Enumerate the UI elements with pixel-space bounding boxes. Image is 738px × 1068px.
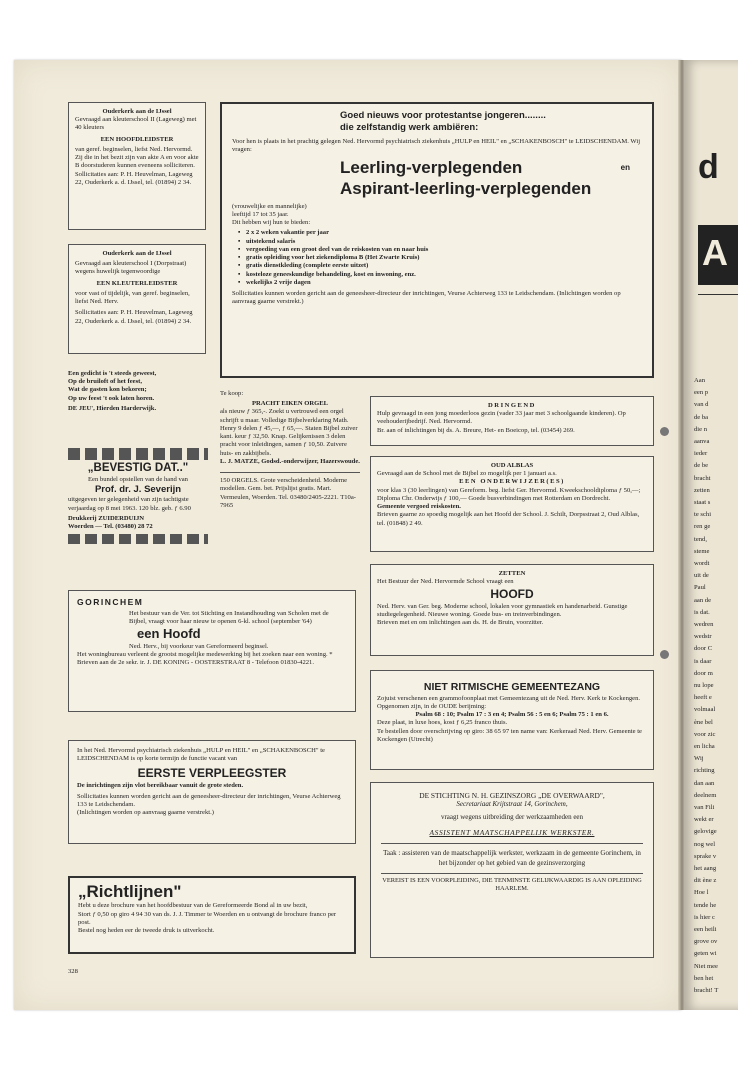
right-page-black-block	[698, 225, 738, 285]
ad-title: Aspirant-leerling-verplegenden	[340, 179, 592, 199]
right-page-line: dan aan	[694, 779, 715, 787]
ad-role: EEN KLEUTERLEIDSTER	[96, 279, 178, 287]
ad-contact: Sollicitaties aan: P. H. Heuvelman, Lageweg 22, Ouderkerk a. d. IJssel, tel. (01894) 2 34.	[75, 309, 193, 325]
right-page-line: heeft e	[694, 694, 712, 702]
ad-place: Ouderkerk aan de IJssel	[102, 108, 172, 115]
right-page-line: Aan	[694, 377, 705, 384]
divider	[220, 472, 360, 473]
divider	[381, 843, 643, 844]
benefit-item: ▪ vergoeding van een groot deel van de reiskosten van en naar huis	[238, 246, 642, 254]
ad-text: Bestel nog heden eer de tweede druk is uitverkocht.	[78, 927, 215, 935]
poem-ad	[68, 370, 208, 432]
right-page-line: tende he	[694, 901, 717, 909]
right-page-line: wedren	[694, 621, 714, 628]
ad-text: leeftijd 17 tot 35 jaar.	[232, 210, 289, 218]
right-page-line: Wij	[694, 755, 704, 763]
ad-orgel	[220, 390, 360, 580]
ad-gorinchem	[68, 590, 356, 712]
poem-line: Een gedicht is 't steeds geweest,	[68, 370, 157, 377]
ad-eerste-verpleegster	[68, 740, 356, 844]
right-page-line: bracht! T	[694, 987, 719, 994]
poem-line: Wat de gasten kon bekoren;	[68, 386, 147, 394]
benefit-item: ▪ wekelijks 2 vrije dagen	[238, 279, 642, 287]
poem-line: Op uw feest 't ook laten horen.	[68, 394, 155, 402]
right-page-line: Paul	[694, 584, 706, 592]
ad-price: Deze plaat, in luxe hoes, kost ƒ 6,25 franco thuis.	[377, 719, 508, 727]
ad-title: NIET RITMISCHE GEMEENTEZANG	[423, 681, 601, 693]
ad-title: Leerling-verplegenden	[340, 158, 523, 178]
right-page-line: aan de	[694, 596, 712, 604]
poem-footer: DE JEU', Hierden Harderwijk.	[68, 404, 157, 412]
ad-footer: Sollicitaties kunnen worden gericht aan de geneesheer-directeur der inrichtingen, Veurse Achterweg 133 te Leidschendam. (Inlichtingen worden op aanvraag gaarne verstrekt.)	[232, 290, 621, 306]
ad-role: EEN HOOFDLEIDSTER	[100, 135, 174, 143]
right-page-line: ène bel	[694, 718, 713, 726]
right-page-block-letter: A	[702, 232, 728, 273]
right-page	[684, 60, 738, 1010]
right-page-line: een heili	[694, 926, 717, 933]
right-page-line: grove ov	[694, 938, 718, 946]
right-page-line: is daar	[694, 657, 712, 665]
ad-printer: Drukkerij ZUIDERDUIJN	[68, 514, 145, 522]
benefit-item: ▪ gratis dienstkleding (complete eerste uitzet)	[238, 262, 642, 270]
right-page-line: steme	[694, 547, 710, 555]
ad-title: „BEVESTIG DAT.."	[87, 462, 189, 474]
ad-text: (vrouwelijke en mannelijke)	[232, 202, 307, 210]
decorative-border-bottom	[68, 534, 208, 544]
ad-title: DRINGEND	[488, 402, 536, 409]
ad-text: Gemeente vergoed reiskosten.	[377, 503, 461, 511]
ad-connector: en	[620, 163, 630, 173]
ad-leerling-verplegenden	[220, 102, 654, 378]
ad-contact: Brieven gaarne zo spoedig mogelijk aan het Hoofd der School. J. Schilt, Dorpsstraat 2, Oud Alblas, tel. (01848) 2 49.	[377, 511, 640, 527]
right-page-text	[692, 376, 738, 1010]
right-page-line: geten wi	[694, 950, 717, 958]
ad-ouderkerk-hoofdleidster	[68, 102, 206, 230]
ad-contact: L. J. MATZE, Godsd.-onderwijzer, Hazerswoude.	[220, 457, 360, 465]
ad-title: DE STICHTING N. H. GEZINSZORG „DE OVERWAARD",	[419, 791, 605, 800]
right-page-line: volmaal	[694, 706, 716, 714]
ad-text: 150 ORGELS. Grote verscheidenheid. Moderne modellen. Gem. bet. Prijslijst gratis. Mart. Vermeulen, Woerden. Tel. 03480/2405-2221. T10a-7965	[220, 477, 356, 509]
ad-intro: Het bestuur van de Ver. tot Stichting en Instandhouding van Scholen met de Bijbel, vraagt voor haar nieuw te openen 6-kl. school (september '64)	[129, 609, 329, 625]
ad-text: Sollicitaties kunnen worden gericht aan de geneesheer-directeur der inrichtingen, Veurse Achterweg 133 te Leidschendam.	[77, 792, 341, 808]
ad-gemeentezang	[370, 670, 654, 770]
benefit-item: ▪ 2 x 2 weken vakantie per jaar	[238, 229, 642, 237]
ad-contact: Sollicitaties aan: P. H. Heuvelman, Lageweg 22, Ouderkerk a. d. IJssel, tel. (01894) 2 34.	[75, 170, 193, 186]
ad-contact: Brieven met en om inlichtingen aan ds. H. de Bruin, voorzitter.	[377, 619, 544, 627]
ad-text: Zij die in het bezit zijn van akte A en voor akte B doorstuderen kunnen eveneens solliciteren.	[75, 154, 199, 170]
ad-de-overwaard	[370, 782, 654, 958]
right-page-line: wordt	[694, 560, 710, 567]
right-page-line: van Fili	[694, 804, 715, 811]
right-page-line: het aang	[694, 865, 717, 872]
right-page-line: uit de	[694, 572, 709, 580]
right-page-line: tend,	[694, 535, 708, 543]
benefit-item: ▪ kosteloze geneeskundige behandeling, kost en inwoning, enz.	[238, 271, 642, 279]
right-page-line: en licha	[694, 743, 715, 750]
ad-intro: In het Ned. Hervormd psychiatrisch ziekenhuis „HULP en HEIL" en „SCHAKENBOSCH" te LEIDSCHENDAM is op korte termijn de functie vacant van	[77, 747, 325, 763]
ad-text: voor vast of tijdelijk, van geref. beginselen, liefst Ned. Herv.	[75, 289, 190, 306]
ad-role: ASSISTENT MAATSCHAPPELIJK WERKSTER.	[429, 827, 595, 837]
ad-text: Ned. Herv. van Ger. beg. Moderne school, lokalen voor gymnastiek en handenarbeid. Gunstige studiegelegenheid. Nieuwe woning. Goede bus- en treinverbindingen.	[377, 602, 628, 618]
binding-hole-bottom	[660, 650, 669, 659]
ad-contact: Br. aan of inlichtingen bij ds. A. Breure, Het- en Boeicop, tel. (03454) 269.	[377, 426, 575, 434]
ad-title: ZETTEN	[498, 570, 526, 577]
ad-author: Prof. dr. J. Severijn	[94, 484, 182, 496]
ad-richtlijnen	[68, 876, 356, 954]
right-page-line: nu lope	[694, 682, 714, 689]
ad-head: Te koop:	[220, 390, 244, 397]
ad-text: Dit hebben wij hun te bieden:	[232, 219, 311, 227]
ad-text: Stort ƒ 0,50 op giro 4 94 30 van ds. J. J. Timmer te Woerden en u ontvangt de brochure franco per post.	[78, 910, 337, 926]
ad-role: EERSTE VERPLEEGSTER	[137, 766, 287, 781]
ad-intro: vraagt wegens uitbreiding der werkzaamheden een	[440, 813, 584, 821]
ad-text: Gevraagd aan kleuterschool I (Dorpstraat) wegens huwelijk tegenwoordige	[75, 260, 187, 276]
ad-dringend	[370, 396, 654, 446]
right-page-line: te schi	[694, 511, 712, 519]
ad-bevestig-dat	[68, 448, 208, 576]
ad-ouderkerk-kleuterleidster	[68, 244, 206, 354]
right-page-line: voor zic	[694, 730, 716, 738]
right-page-line: is dat.	[694, 608, 710, 616]
right-page-line: is hier c	[694, 913, 715, 921]
right-page-line: wekt er	[694, 816, 714, 824]
ad-title: OUD ALBLAS	[490, 462, 534, 469]
ad-psalms: Psalm 68 : 10; Psalm 17 : 3 en 4; Psalm 56 : 5 en 6; Psalm 75 : 1 en 6.	[415, 711, 609, 719]
ad-zetten	[370, 564, 654, 656]
right-page-line: die n	[694, 425, 708, 433]
ad-subtitle: De inrichtingen zijn vlot bereikbaar vanuit de grote steden.	[77, 782, 244, 790]
ad-subtitle: Een bundel opstellen van de hand van	[88, 475, 188, 483]
ad-text: Ned. Herv., bij voorkeur van Gereformeerd beginsel.	[129, 642, 269, 650]
right-page-line: van d	[694, 401, 709, 409]
ad-text: uitgegeven ter gelegenheid van zijn tachtigste verjaardag op 8 mei 1963. 120 blz. geb. ƒ 6.90	[68, 496, 191, 512]
page-number: 328	[68, 968, 78, 975]
right-page-line: nog wel	[694, 840, 716, 848]
poem-line: Op de bruiloft of het feest,	[68, 378, 142, 386]
ad-headline: Goed nieuws voor protestantse jongeren........	[340, 110, 546, 121]
right-page-line: zetten	[694, 486, 710, 494]
ad-text: Hebt u deze brochure van het hoofdbestuur van de Gereformeerde Bond al in uw bezit,	[78, 902, 308, 910]
ad-role: HOOFD	[490, 587, 534, 602]
ad-address: Secretariaat Krijtstraat 14, Gorinchem,	[456, 800, 568, 809]
right-page-line: bracht	[694, 474, 711, 482]
ad-task: Taak : assisteren van de maatschappelijk werkster, werkzaam in de gemeente Gorinchem, in het bijzonder op het gebied van de gezinsverzorging	[383, 849, 641, 868]
right-page-line: wedstr	[694, 633, 712, 641]
right-page-line: door m	[694, 669, 713, 677]
ad-requirement: VEREIST IS EEN VOORPLEIDING, DIE TENMINSTE GELIJKWAARDIG IS AAN OPLEIDING HAARLEM.	[382, 877, 642, 893]
ad-title: GORINCHEM	[77, 597, 144, 607]
benefit-item: ▪ uitstekend salaris	[238, 238, 642, 246]
ad-oud-alblas	[370, 456, 654, 552]
ad-role: EEN ONDERWIJZER(ES)	[459, 478, 565, 486]
ad-intro: Voor hen is plaats in het prachtig gelegen Ned. Hervormd psychiatrisch ziekenhuis „HULP en HEIL" en „SCHAKENBOSCH" te LEIDSCHENDAM. Wij vragen:	[232, 137, 641, 153]
ad-headline: die zelfstandig werk ambiëren:	[340, 122, 479, 134]
divider	[381, 873, 643, 874]
ad-text: als nieuw ƒ 365,-. Zoekt u vertrouwd een orgel schrijft u maar. Volledige Bijbelverklaring Math. Henry 9 delen ƒ 45,—, ƒ 65,—. Staten Bijbel zuiver kant. keur ƒ 32,50. Knap. Gelijkenissen 3 delen pracht voor inleidingen, samen ƒ 10,50. Zuivere huis- en zakbijbels.	[220, 408, 358, 457]
ad-title: „Richtlijnen"	[78, 882, 182, 901]
ad-intro: Gevraagd aan de School met de Bijbel zo mogelijk per 1 januari a.s.	[377, 470, 557, 478]
right-page-line: richting	[694, 767, 715, 775]
decorative-border-top	[68, 448, 208, 460]
ad-intro: Het Bestuur der Ned. Hervormde School vraagt een	[377, 578, 514, 586]
right-page-line: Niet mee	[694, 962, 718, 970]
ad-text: (Inlichtingen worden op aanvraag gaarne verstrekt.)	[77, 808, 214, 816]
right-page-line: deelnem	[694, 791, 717, 799]
ad-role: een Hoofd	[137, 626, 201, 642]
right-page-line: ren ge	[694, 523, 711, 531]
ad-text: Hulp gevraagd in een jong moederloos gezin (vader 33 jaar met 3 schoolgaande kinderen). Op veehouderijbedrijf. Ned. Hervormd.	[377, 410, 626, 426]
right-page-big-letter: d	[698, 148, 719, 186]
right-page-line: een p	[694, 389, 709, 397]
ad-text: van geref. beginselen, liefst Ned. Hervormd.	[75, 145, 193, 153]
ad-text: Gevraagd aan kleuterschool II (Lageweg) met 40 kleuters	[75, 116, 197, 132]
binding-hole-top	[660, 427, 669, 436]
right-page-line: de be	[694, 462, 709, 470]
right-page-line: aanva	[694, 438, 710, 445]
right-page-line: de ba	[694, 413, 709, 421]
ad-place: Woerden — Tel. (03480) 28 72	[68, 523, 153, 531]
ad-order: Te bestellen door overschrijving op giro: 38 65 97 ten name van: Kerkeraad Ned. Herv. Gemeente te Kockengen (Utrecht)	[377, 727, 642, 743]
right-page-line: ben het	[694, 974, 714, 982]
right-page-line: dit ène z	[694, 877, 717, 885]
ad-place: Ouderkerk aan de IJssel	[102, 250, 172, 257]
right-page-line: ieder	[694, 450, 708, 458]
benefit-item: ▪ gratis opleiding voor het ziekendiploma B (Het Zwarte Kruis)	[238, 254, 642, 262]
right-page-line: gelovige	[694, 828, 717, 836]
ad-text: voor klas 3 (30 leerlingen) van Gereform. beg. liefst Ger. Hervormd. Kweekschooldiploma ƒ 50,—; Diploma Chr. Onderwijs ƒ 100,— Goede busverbindingen met Rotterdam en Dordrecht.	[377, 486, 641, 502]
right-page-rule	[698, 294, 738, 295]
ad-text: Zojuist verschenen een grammofoonplaat met Gemeentezang uit de Ned. Herv. Kerk te Kockengen. Opgenomen zijn, in de OUDE berijming:	[377, 694, 641, 710]
right-page-line: sprake v	[694, 852, 717, 860]
right-page-line: Hoe l	[694, 889, 709, 897]
ad-title: PRACHT EIKEN ORGEL	[251, 400, 329, 408]
right-page-line: door C	[694, 645, 713, 653]
right-page-line: staat s	[694, 499, 711, 506]
ad-contact: Het woningbureau verleent de grootst mogelijke medewerking bij het zoeken naar een woning. * Brieven aan de 2e sekr. ir. J. DE KONING - OOSTERSTRAAT 8 - Telefoon 01830-4221.	[77, 651, 333, 667]
